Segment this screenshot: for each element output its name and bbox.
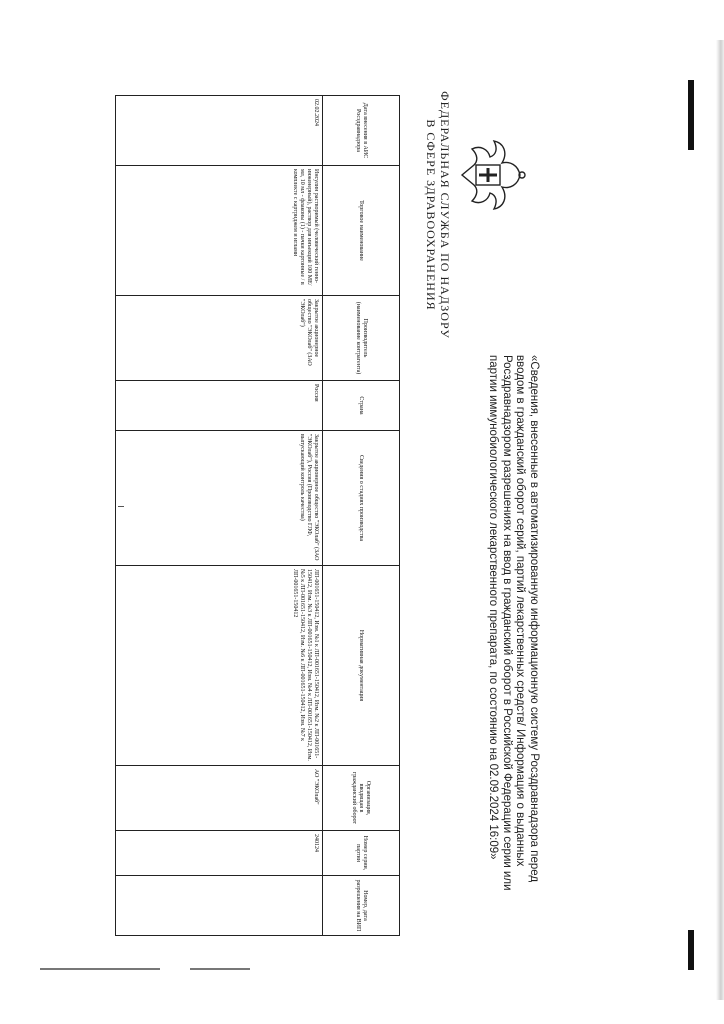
service-name-line2: В СФЕРЕ ЗДРАВООХРАНЕНИЯ: [424, 119, 438, 311]
col-header: Номер серии, партии: [323, 831, 400, 876]
cell-permit-number: [116, 876, 323, 936]
col-header: Нормативная документация: [323, 566, 400, 766]
cell-normative-docs: ЛП-001651-150412, Изм. №1 к ЛП-001651-150412, Изм. №2 к ЛП-001651-150412, Изм. №3 к ЛП-001651-150412, Изм. №4 к ЛП-001651-150412, Изм. №5 к ЛП-001651-150412, Изм. №6 к ЛП-001651-150412, Изм. №7 к ЛП-001651-150412: [116, 566, 323, 766]
table-row: [116, 96, 323, 936]
cell-trade-name: Инсулин растворимый (человеческий генно-инженерный), раствор для инъекций 100 МЕ/мл, 10 мл - флаконы (1) - пачки картонные / в комплекте с картриджем и иглами: [116, 166, 323, 296]
col-header: Номер, дата разрешения на ВИП: [323, 876, 400, 936]
service-name-line1: ФЕДЕРАЛЬНАЯ СЛУЖБА ПО НАДЗОРУ: [438, 91, 452, 339]
cell-manufacturer: Закрытое акционерное общество "ЭКОлаб" (ЗАО "ЭКОлаб"): [116, 296, 323, 381]
col-header: Производитель (наименование контрагента): [323, 296, 400, 381]
registry-table: [115, 95, 400, 936]
col-header: Организация, вводящая в гражданский оборот: [323, 766, 400, 831]
scan-noise: [190, 968, 250, 970]
scan-edge: [716, 40, 724, 1000]
cell-date: 02.02.2024: [116, 96, 323, 166]
cell-country: Россия: [116, 381, 323, 431]
cell-batch-number: 240124: [116, 831, 323, 876]
col-header: Страна: [323, 381, 400, 431]
statement-title: «Сведения, внесенные в автоматизированную информационную систему Росздравнадзора перед вводом в гражданский оборот серий, партий лекарственных средств/ Информация о выданных Росздравнадзором разрешениях на ввод в гражданский оборот в Российской Федерации серии или партии иммунобиологического лекарственного препарата, по состоянию на 02.09.2024 16:09»: [487, 355, 540, 891]
col-header: Торговое наименование: [323, 166, 400, 296]
rotated-document-page: [270, 55, 700, 955]
scan-noise: [40, 968, 160, 970]
col-header: Дата внесения в АИС Росздравнадзора: [323, 96, 400, 166]
service-name: [424, 85, 452, 345]
col-header: Сведения о стадиях производства: [323, 431, 400, 566]
cell-organization: АО "ЭКОлаб": [116, 766, 323, 831]
cell-production-stages: Закрытое акционерное общество "ЭКОлаб" (ЗАО "ЭКОлаб"), Россия (Производство ГЛФ, выпускающий контроль качества): [116, 431, 323, 566]
table-header-row: [323, 96, 400, 936]
emblem-icon: [454, 135, 528, 215]
